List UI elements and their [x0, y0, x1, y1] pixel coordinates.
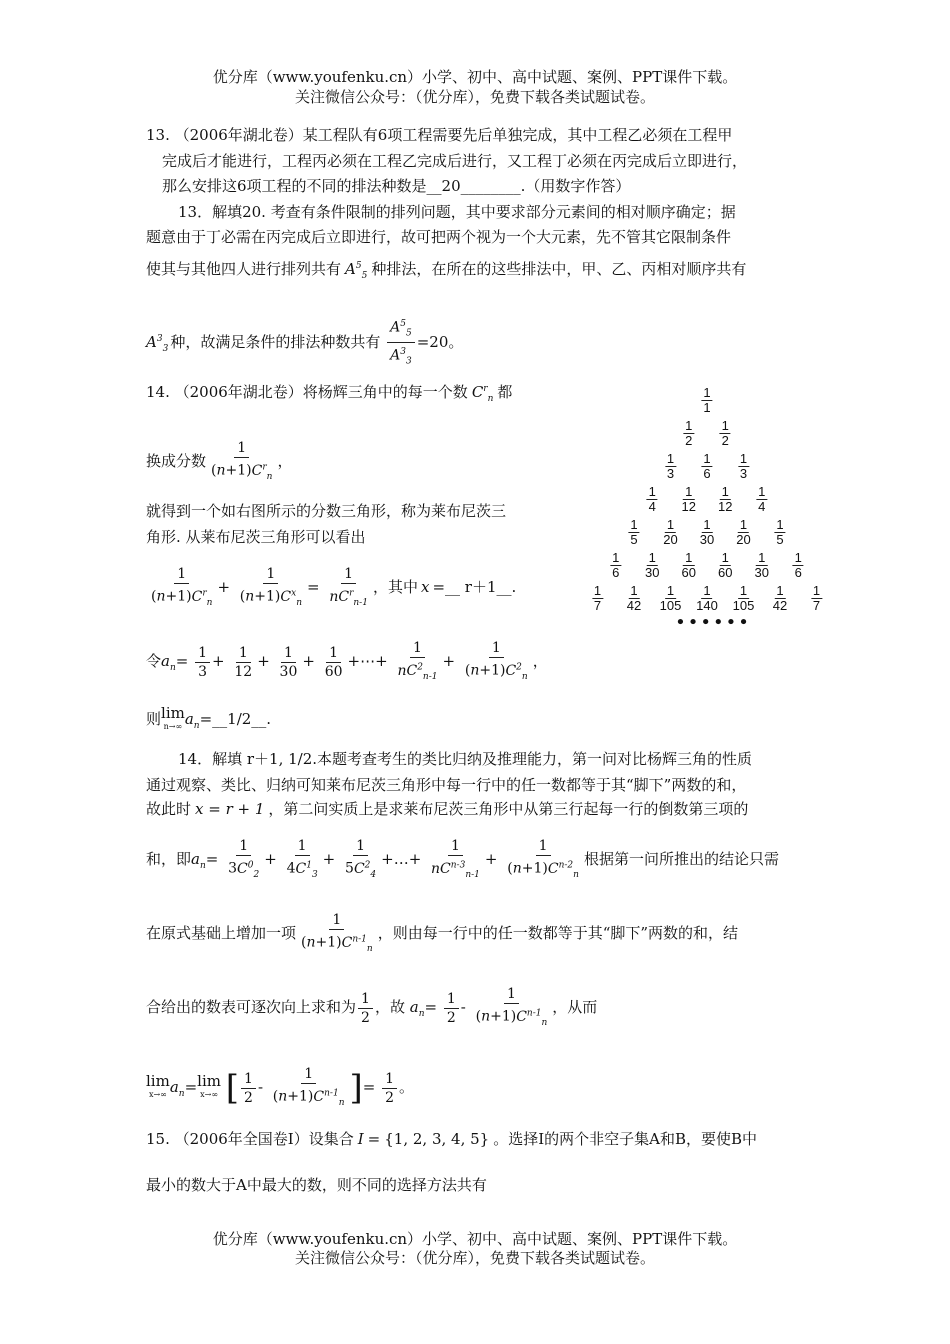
triangle-fraction: 1 60: [718, 550, 733, 580]
q14-sol-6: 合给出的数表可逐次向上求和为 $\frac{1}{2}$ ，故 $a_n=$ $\frac{1}{2}$ - $\frac{1}{(n+1)C^{n-1}_n}$ ，从而: [146, 986, 598, 1028]
triangle-fraction: 1 4: [758, 484, 766, 514]
triangle-fraction: 1 140: [696, 583, 718, 613]
triangle-fraction: 1 105: [659, 583, 682, 613]
triangle-ellipsis: ••••••: [675, 612, 751, 633]
q13-line-1: 13. （2006年湖北卷）某工程队有6项工程需要先后单独完成，其中工程乙必须在工程甲: [146, 126, 733, 144]
triangle-fraction: 1 105: [732, 583, 755, 613]
q13-sol-3: 使其与其他四人进行排列共有 $A^5_5$ 种排法，在所在的这些排法中，甲、乙、丙相对顺序共有: [146, 260, 747, 281]
triangle-fraction: 1 4: [648, 484, 656, 514]
footer-line-2: 关注微信公众号：（优分库），免费下载各类试题试卷。: [294, 1249, 655, 1267]
q14-line-1: 14. （2006年湖北卷）将杨辉三角中的每一个数 $C^r_n$ 都: [146, 383, 513, 404]
leibniz-triangle-figure: [578, 372, 848, 644]
triangle-fraction: 1 30: [699, 517, 715, 547]
triangle-fraction: 1 5: [776, 517, 784, 547]
triangle-fraction: 1 12: [681, 484, 696, 514]
q14-line-4: 角形. 从莱布尼茨三角形可以看出: [146, 528, 366, 546]
header-line-1: 优分库（www.youfenku.cn）小学、初中、高中试题、案例、PPT课件下载。: [212, 68, 738, 86]
footer-line-1: 优分库（www.youfenku.cn）小学、初中、高中试题、案例、PPT课件下载。: [212, 1230, 738, 1248]
triangle-fraction: 1 12: [718, 484, 733, 514]
q13-sol-2: 题意由于丁必需在丙完成后立即进行，故可把两个视为一个大元素，先不管其它限制条件: [146, 228, 732, 246]
q14-sol-7: lim x→∞ $a_n=$ lim x→∞ [ $\frac{1}{2}$ - $\frac{1}{(n+1)C^{n-1}_n}$ ]= $\frac{1}{2}$ 。: [146, 1066, 415, 1109]
triangle-fraction: 1 42: [772, 583, 788, 613]
q13-sol-1: 13．解填20. 考查有条件限制的排列问题，其中要求部分元素间的相对顺序确定；据: [178, 203, 736, 221]
q14-line-7: 则 lim n→∞ $a_n=\_\_1/2\_\_$.: [146, 704, 272, 731]
q15-line-2: 最小的数大于A中最大的数，则不同的选择方法共有: [146, 1176, 487, 1194]
triangle-fraction: 1 7: [593, 583, 602, 613]
triangle-fraction: 1 1: [703, 385, 711, 415]
q14-sol-5: 在原式基础上增加一项 $\frac{1}{(n+1)C^{n-1}_n}$ ，则由每一行中的任一数都等于其“脚下”两数的和，结: [146, 912, 739, 954]
triangle-fraction: 1 42: [626, 583, 642, 613]
q14-sol-2: 通过观察、类比、归纳可知莱布尼茨三角形中每一行中的任一数都等于其“脚下”两数的和，: [146, 776, 747, 794]
triangle-fraction: 1 2: [685, 418, 693, 448]
q14-line-3: 就得到一个如右图所示的分数三角形，称为莱布尼茨三: [146, 502, 507, 520]
triangle-fraction: 1 30: [754, 550, 769, 580]
triangle-fraction: 1 20: [736, 517, 751, 547]
header-line-2: 关注微信公众号：（优分库），免费下载各类试题试卷。: [294, 88, 655, 106]
q14-sol-4: 和，即$a_n=$ $\frac{1}{3C^0_2}$ + $\frac{1}{4C^1_3}$ + $\frac{1}{5C^2_4}$ +…+ $\frac{1}{nC^{n-3}_{n-1}}$ + $\frac{1}{(n+1)C^{n-2}_n}$ 根据第一问所推出的结论只需: [146, 838, 779, 880]
q14-line-5: $\frac{1}{(n+1)C^r_n}$ + $\frac{1}{(n+1)C^x_n}$ = $\frac{1}{nC^r_{n-1}}$ ，其中 x =__ r＋1__.: [151, 566, 517, 608]
triangle-fraction: 1 20: [663, 517, 678, 547]
q13-line-3: 那么安排这6项工程的不同的排法种数是__20________.（用数字作答）: [162, 177, 631, 195]
triangle-fraction: 1 3: [666, 451, 675, 481]
q13-line-2: 完成后才能进行，工程丙必须在工程乙完成后进行，又工程丁必须在丙完成后立即进行，: [162, 152, 748, 170]
q14-sol-1: 14．解填 r＋1, 1/2.本题考查考生的类比归纳及推理能力，第一问对比杨辉三角的性质: [178, 750, 753, 768]
q14-line-6: 令$a_n=$ $\frac{1}{3}$ + $\frac{1}{12}$ + $\frac{1}{30}$ + $\frac{1}{60}$ +⋯+ $\frac{1}{nC^2_{n-1}}$ + $\frac{1}{(n+1)C^2_n}$ ，: [146, 640, 548, 682]
triangle-fraction: 1 5: [630, 517, 638, 547]
q13-sol-4: $A^3_3$ 种，故满足条件的排法种数共有 $\frac{A^5_5}{A^3_3}$ =20。: [146, 316, 463, 370]
triangle-fraction: 1 6: [703, 451, 711, 481]
triangle-fraction: 1 7: [812, 583, 821, 613]
triangle-fraction: 1 60: [681, 550, 696, 580]
triangle-fraction: 1 6: [612, 550, 620, 580]
q14-line-2: 换成分数 $\frac{1}{(n+1)C^r_n}$ ，: [146, 440, 293, 482]
triangle-fraction: 1 2: [721, 418, 729, 448]
triangle-fraction: 1 30: [645, 550, 660, 580]
triangle-fraction: 1 6: [794, 550, 802, 580]
triangle-fraction: 1 3: [739, 451, 748, 481]
q14-sol-3: 故此时 x = r + 1 ，第二问实质上是求莱布尼茨三角形中从第三行起每一行的倒数第三项的: [146, 800, 749, 818]
q15-line-1: 15. （2006年全国卷Ⅰ）设集合 I = {1, 2, 3, 4, 5} 。选择Ⅰ的两个非空子集A和B，要使B中: [146, 1130, 758, 1148]
